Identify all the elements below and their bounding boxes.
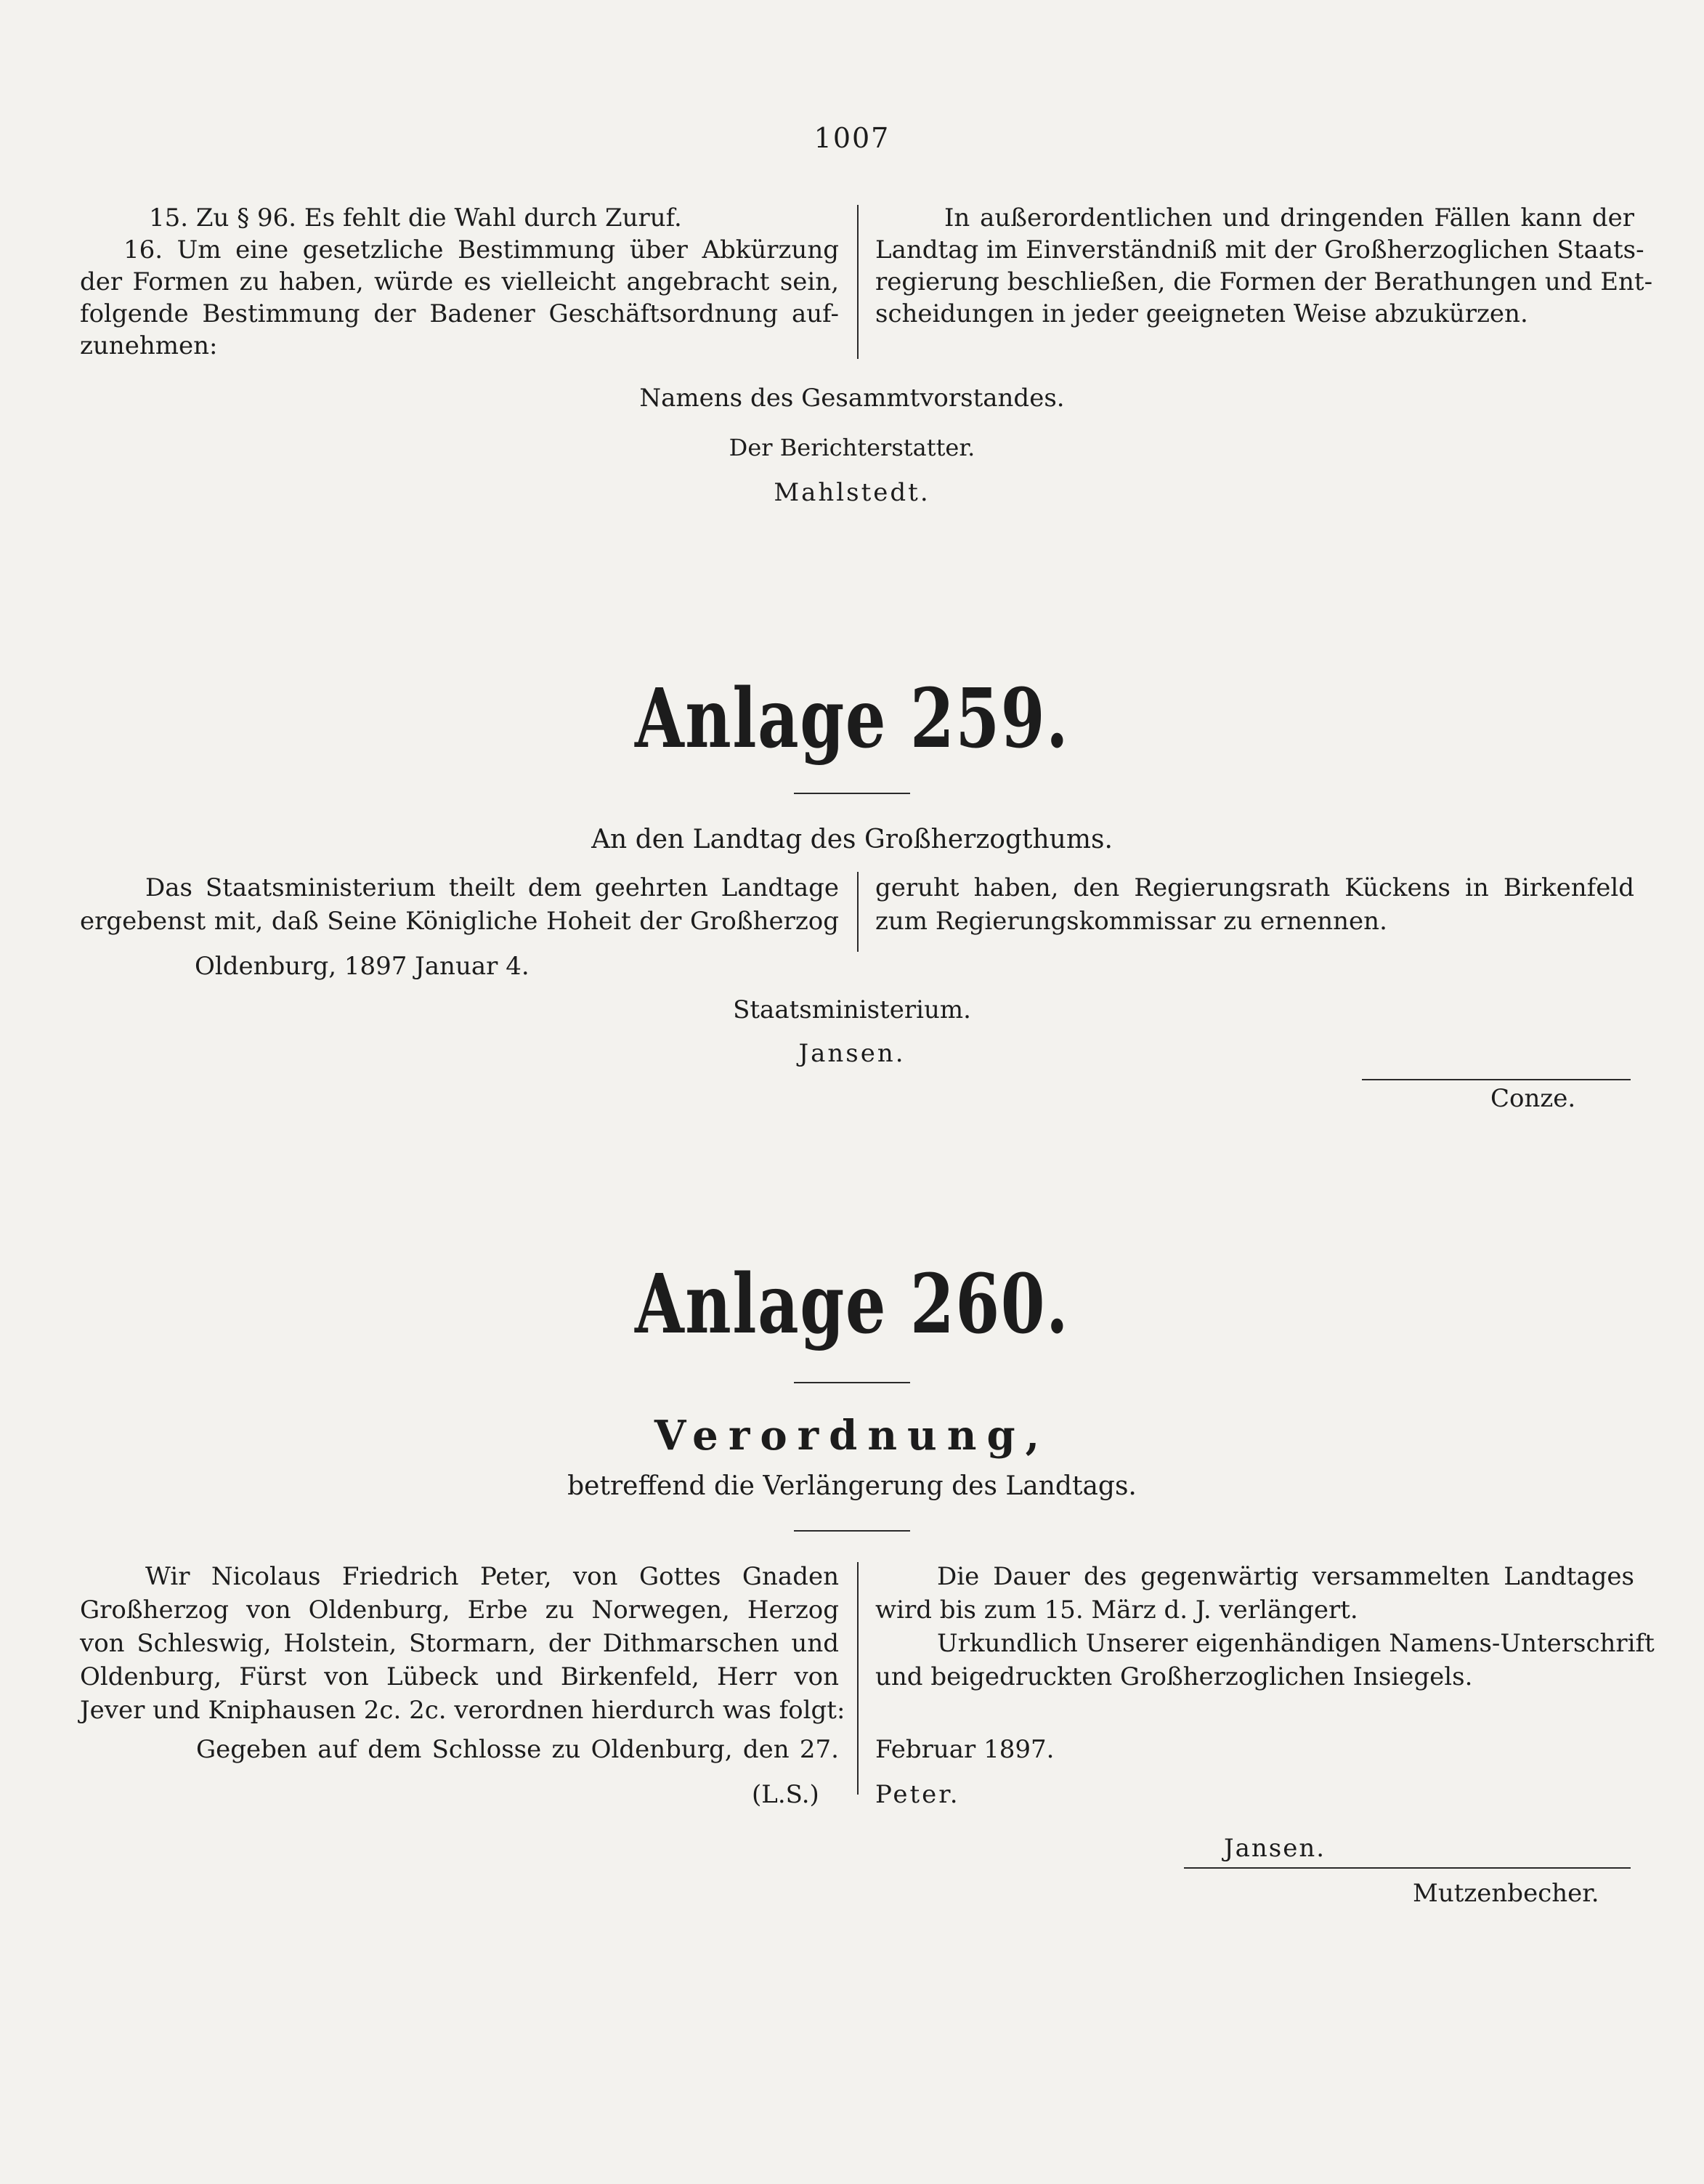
anlage-259-title: Anlage 259. — [634, 671, 1070, 767]
baden-rule-line3: regierung beschließen, die Formen der Berathungen und Ent- — [875, 267, 1653, 296]
column-divider — [857, 205, 859, 359]
board-signature-line1: Namens des Gesammtvorstandes. — [639, 384, 1065, 413]
announcement-left-line2: ergebenst mit, daß Seine Königliche Hoheit der Großherzog — [80, 907, 839, 936]
decree-given-right: Februar 1897. — [875, 1735, 1055, 1764]
anlage-260-title: Anlage 260. — [634, 1257, 1070, 1352]
item-15: 15. Zu § 96. Es fehlt die Wahl durch Zuruf. — [149, 203, 682, 232]
decree-right-line4: und beigedruckten Großherzoglichen Insiegels. — [875, 1662, 1473, 1691]
column-divider — [857, 872, 859, 952]
decree-left-line3: von Schleswig, Holstein, Stormarn, der Dithmarschen und — [80, 1629, 839, 1658]
decree-left-line5: Jever und Kniphausen 2c. 2c. verordnen hierdurch was folgt: — [80, 1696, 845, 1725]
announcement-date: Oldenburg, 1897 Januar 4. — [195, 952, 530, 981]
decree-countersigner-1: Jansen. — [1224, 1834, 1326, 1863]
announcement-right-line1: geruht haben, den Regierungsrath Kückens in Birkenfeld — [875, 873, 1634, 902]
announcement-right-line2: zum Regierungskommissar zu ernennen. — [875, 907, 1387, 936]
decree-heading: Verordnung, — [654, 1412, 1050, 1460]
item-16-line3: folgende Bestimmung der Badener Geschäftsordnung auf- — [80, 299, 839, 328]
signature-rule — [1362, 1079, 1631, 1080]
seal-mark: (L.S.) — [752, 1780, 819, 1809]
decree-right-line1: Die Dauer des gegenwärtig versammelten Landtages — [937, 1562, 1634, 1591]
decree-right-line2: wird bis zum 15. März d. J. verlängert. — [875, 1595, 1358, 1625]
decree-right-line3: Urkundlich Unserer eigenhändigen Namens-Unterschrift — [937, 1629, 1655, 1658]
addressee: An den Landtag des Großherzogthums. — [591, 825, 1113, 854]
decree-left-line2: Großherzog von Oldenburg, Erbe zu Norwegen, Herzog — [80, 1595, 839, 1625]
decree-signer: Peter. — [875, 1780, 960, 1809]
decree-countersigner-2: Mutzenbecher. — [1413, 1879, 1599, 1908]
item-16-line1: 16. Um eine gesetzliche Bestimmung über Abkürzung — [123, 235, 839, 264]
baden-rule-line4: scheidungen in jeder geeigneten Weise abzukürzen. — [875, 299, 1528, 328]
item-16-line2: der Formen zu haben, würde es vielleicht angebracht sein, — [80, 267, 839, 296]
item-16-line4: zunehmen: — [80, 331, 218, 360]
column-divider — [857, 1562, 859, 1795]
signature-rule — [1184, 1867, 1631, 1869]
board-signature-line2: Der Berichterstatter. — [729, 434, 975, 461]
decree-left-line1: Wir Nicolaus Friedrich Peter, von Gottes Gnaden — [145, 1562, 839, 1591]
subheading-rule — [794, 1530, 910, 1532]
decree-subheading: betreffend die Verlängerung des Landtags. — [567, 1471, 1137, 1501]
baden-rule-line2: Landtag im Einverständniß mit der Großherzoglichen Staats- — [875, 235, 1644, 264]
ministry-cosigner: Conze. — [1490, 1084, 1576, 1113]
page-number: 1007 — [814, 122, 890, 154]
decree-left-line4: Oldenburg, Fürst von Lübeck und Birkenfeld, Herr von — [80, 1662, 839, 1691]
ministry-name: Staatsministerium. — [733, 995, 971, 1024]
decree-given-left: Gegeben auf dem Schlosse zu Oldenburg, den 27. — [196, 1735, 839, 1764]
ministry-signer: Jansen. — [798, 1039, 906, 1068]
baden-rule-line1: In außerordentlichen und dringenden Fällen kann der — [944, 203, 1634, 232]
announcement-left-line1: Das Staatsministerium theilt dem geehrten Landtage — [145, 873, 839, 902]
title-rule — [794, 793, 910, 794]
rapporteur-name: Mahlstedt. — [774, 478, 930, 507]
title-rule — [794, 1382, 910, 1383]
